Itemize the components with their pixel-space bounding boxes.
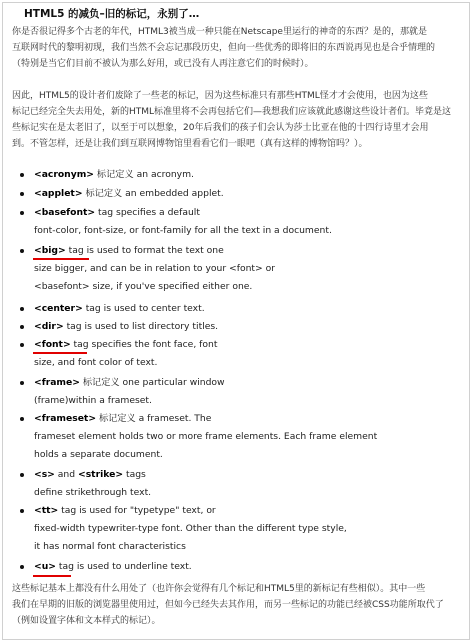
list-item — [34, 466, 151, 502]
font-tag-underline — [33, 352, 87, 354]
tag-name: <applet> — [34, 188, 83, 199]
tag-description-continued: fixed-width typewriter-type font. Other than the different type style, — [34, 523, 347, 534]
list-item — [34, 374, 225, 410]
list-item — [34, 300, 205, 318]
bullet-icon — [20, 417, 24, 421]
tag-name: <frameset> — [34, 413, 97, 424]
tag-name: <basefont> — [34, 207, 96, 218]
item-first-line — [34, 502, 347, 520]
tag-description: 标记定义 an embedded applet. — [82, 188, 224, 199]
outro-line: 我们在早期的旧版的浏览器里使用过，但如今已经失去其作用，而另一些标记的功能已经被CSS功能所取代了 — [12, 600, 444, 610]
list-item — [34, 185, 224, 203]
bullet-icon — [20, 565, 24, 569]
item-first-line — [34, 204, 332, 222]
tag-description: tag specifies a default — [95, 207, 200, 218]
tag-description-continued: font-color, font-size, or font-family for all the text in a document. — [34, 225, 332, 236]
item-first-line — [34, 558, 192, 576]
closing-paragraph — [12, 581, 458, 629]
tag-description: 标记定义 a frameset. The — [96, 413, 212, 424]
bullet-icon — [20, 325, 24, 329]
tag-connector: and — [54, 469, 79, 480]
list-item — [34, 558, 192, 576]
item-first-line — [34, 166, 194, 184]
tag-name: <center> — [34, 303, 83, 314]
tag-description-continued: holds a separate document. — [34, 449, 163, 460]
tag-description-continued: <basefont> size, if you've specified either one. — [34, 281, 253, 292]
tag-name: <s> — [34, 469, 55, 480]
item-first-line — [34, 466, 151, 484]
bullet-icon — [20, 509, 24, 513]
bullet-icon — [20, 249, 24, 253]
tag-name: <font> — [34, 339, 71, 350]
item-first-line — [34, 185, 224, 203]
bullet-icon — [20, 173, 24, 177]
intro-line: 你是否很记得多个古老的年代，HTML3被当成一种只能在Netscape里运行的神奇的东西？是的，那就是 — [12, 27, 427, 37]
item-first-line — [34, 374, 225, 392]
tag-description: 标记定义 an acronym. — [94, 169, 194, 180]
item-first-line — [34, 300, 205, 318]
tag-description-continued: define strikethrough text. — [34, 487, 152, 498]
tag-description: tag is used for "typetype" text, or — [58, 505, 216, 516]
para2-line: 些标记实在是太老旧了，以至于可以想象，20年后我们的孩子们会认为莎士比亚在他的十四行诗里才会用 — [12, 123, 429, 133]
bullet-icon — [20, 343, 24, 347]
outro-line: （例如设置字体和文本样式的标记）。 — [12, 616, 161, 626]
outro-line: 这些标记基本上都没有什么用处了（也许你会觉得有几个标记和HTML5里的新标记有些相似）。其中一些 — [12, 584, 426, 594]
intro-line: （特别是当它们目前不被认为那么好用，或已没有人再注意它们的时候时）。 — [12, 59, 314, 69]
bullet-icon — [20, 473, 24, 477]
list-item — [34, 410, 377, 464]
tag-description: tags — [123, 469, 146, 480]
tag-description-continued: size, and font color of text. — [34, 357, 158, 368]
para2-line: 因此，HTML5的设计者们废除了一些老的标记，因为这些标准只有那些HTML怪才才会使用，也因为这些 — [12, 91, 428, 101]
tag-name: <strike> — [78, 469, 124, 480]
tag-description-continued: frameset element holds two or more frame elements. Each frame element — [34, 431, 378, 442]
list-item — [34, 204, 332, 240]
u-tag-underline — [33, 575, 71, 577]
tag-name: <tt> — [34, 505, 59, 516]
tag-description: 标记定义 one particular window — [79, 377, 225, 388]
intro-paragraph — [12, 24, 458, 72]
list-item — [34, 318, 218, 336]
tag-description: tag specifies the font face, font — [70, 339, 218, 350]
list-item — [34, 166, 194, 184]
item-first-line — [34, 318, 218, 336]
para2-line: 标记已经完全失去用处，新的HTML标准里将不会再包括它们—我想我们应该就此感谢这些设计者们。毕竟是这 — [12, 107, 452, 117]
list-item — [34, 242, 275, 296]
tag-description: tag is used to center text. — [82, 303, 205, 314]
bullet-icon — [20, 211, 24, 215]
list-item — [34, 336, 217, 372]
tag-description: tag is used to underline text. — [55, 561, 192, 572]
para2-line: 到。不管怎样，还是让我们到互联网博物馆里看看它们一眼吧（真有这样的博物馆吗？）。 — [12, 139, 368, 149]
tag-description: tag is used to format the text one — [65, 245, 224, 256]
tag-description: tag is used to list directory titles. — [63, 321, 219, 332]
bullet-icon — [20, 307, 24, 311]
tag-description-continued: it has normal font characteristics — [34, 541, 186, 552]
tag-name: <u> — [34, 561, 56, 572]
tag-name: <dir> — [34, 321, 64, 332]
intro-line: 互联网时代的黎明初现，我们当然不会忘记那段历史，但向一些优秀的即将旧的东西说再见也是合乎情理的 — [12, 43, 436, 53]
tag-name: <frame> — [34, 377, 80, 388]
tag-name: <big> — [34, 245, 66, 256]
bullet-icon — [20, 192, 24, 196]
list-item — [34, 502, 347, 556]
big-tag-underline — [33, 258, 89, 260]
bullet-icon — [20, 381, 24, 385]
second-paragraph — [12, 88, 458, 152]
tag-name: <acronym> — [34, 169, 94, 180]
item-first-line — [34, 410, 377, 428]
tag-description-continued: size bigger, and can be in relation to your <font> or — [34, 263, 276, 274]
article-title: HTML5 的减负–旧的标记，永别了… — [24, 8, 200, 20]
tag-description-continued: (frame)within a frameset. — [34, 395, 152, 406]
